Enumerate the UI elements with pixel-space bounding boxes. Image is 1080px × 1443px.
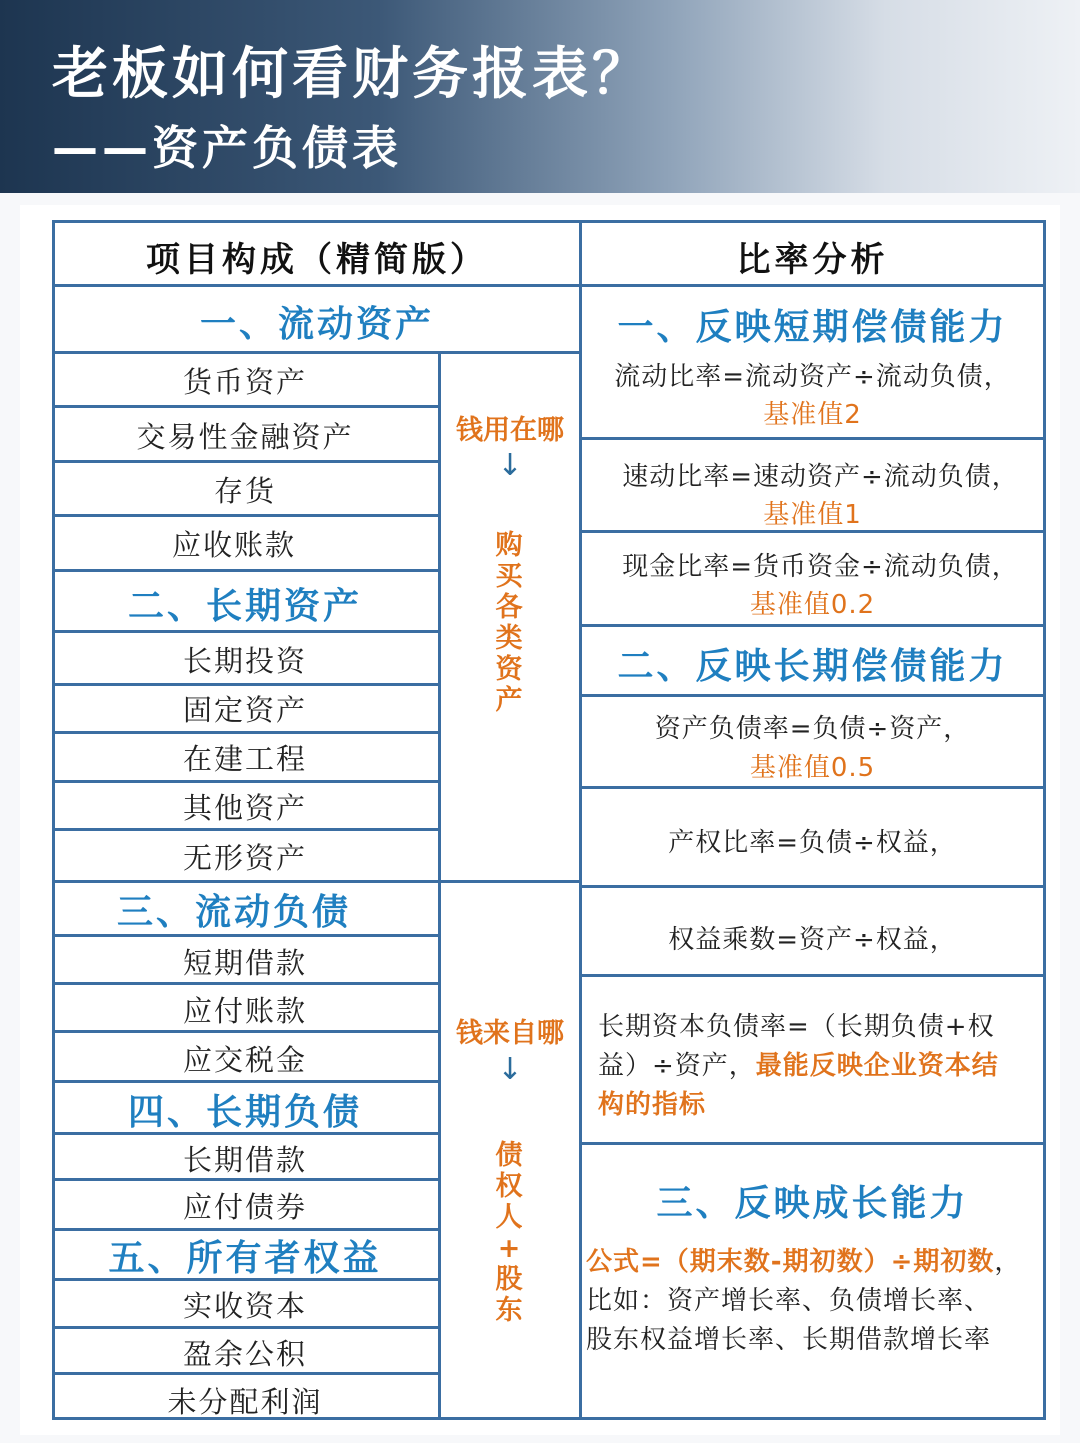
section-short-term-solvency: 一、反映短期偿债能力 <box>617 307 1008 348</box>
equity-multiplier-formula: 权益乘数=资产÷权益， <box>668 925 957 955</box>
where-money-comes-label: 钱来自哪 <box>456 1018 564 1049</box>
section-long-term-solvency: 二、反映长期偿债能力 <box>617 646 1008 687</box>
title-banner <box>0 0 1080 193</box>
page-title: 老板如何看财务报表？ <box>52 42 652 107</box>
creditors-shareholders-label: 债 权 人 + 股 东 <box>495 1140 523 1326</box>
left-column-header: 项目构成（精简版） <box>146 240 488 280</box>
cash-ratio-formula: 现金比率=货币资金÷流动负债， <box>622 552 1019 582</box>
quick-ratio-benchmark: 基准值1 <box>763 500 862 530</box>
right-column-header: 比率分析 <box>736 240 889 280</box>
item-bonds-payable: 应付债券 <box>182 1190 307 1224</box>
growth-example-1: 比如：资产增长率、负债增长率、 <box>586 1286 992 1316</box>
item-intangible-assets: 无形资产 <box>182 841 307 875</box>
long-term-capital-debt-ratio <box>598 1008 1038 1125</box>
debt-to-asset-ratio-formula: 资产负债率=负债÷资产， <box>654 714 971 744</box>
item-accounts-payable: 应付账款 <box>182 994 307 1028</box>
item-surplus-reserve: 盈余公积 <box>182 1337 307 1371</box>
item-short-term-loans: 短期借款 <box>182 946 307 980</box>
growth-formula-block <box>586 1243 1044 1360</box>
item-taxes-payable: 应交税金 <box>182 1043 307 1077</box>
down-arrow-icon: ↓ <box>497 1052 523 1087</box>
item-long-term-investment: 长期投资 <box>182 644 307 678</box>
equity-ratio-formula: 产权比率=负债÷权益， <box>668 828 957 858</box>
item-paid-in-capital: 实收资本 <box>182 1289 307 1323</box>
section-long-term-liabilities: 四、长期负债 <box>127 1092 362 1133</box>
cash-ratio-benchmark: 基准值0.2 <box>749 590 876 620</box>
quick-ratio-formula: 速动比率=速动资产÷流动负债， <box>622 462 1019 492</box>
section-current-liabilities: 三、流动负债 <box>116 892 351 933</box>
section-owners-equity: 五、所有者权益 <box>108 1238 382 1279</box>
debt-to-asset-ratio-benchmark: 基准值0.5 <box>749 753 876 783</box>
growth-formula-text: 公式=（期末数-期初数）÷期初数 <box>586 1247 995 1277</box>
growth-formula-comma: ， <box>994 1247 1022 1277</box>
buy-assets-label: 购 买 各 类 资 产 <box>495 530 523 716</box>
section-growth-ability: 三、反映成长能力 <box>656 1183 969 1224</box>
item-other-assets: 其他资产 <box>182 791 307 825</box>
ltc-line-3: 构的指标 <box>598 1090 707 1120</box>
ltc-line-1: 长期资本负债率=（长期负债+权 <box>598 1012 995 1042</box>
page-subtitle: ——资产负债表 <box>52 121 402 175</box>
section-long-term-assets: 二、长期资产 <box>127 586 362 627</box>
item-fixed-assets: 固定资产 <box>182 693 307 727</box>
growth-formula <box>586 1243 1044 1282</box>
item-undistributed-profit: 未分配利润 <box>167 1385 323 1419</box>
item-inventory: 存货 <box>213 474 276 508</box>
section-current-assets: 一、流动资产 <box>199 304 434 345</box>
item-accounts-receivable: 应收账款 <box>171 528 296 562</box>
where-money-used-label: 钱用在哪 <box>456 415 564 446</box>
current-ratio-benchmark: 基准值2 <box>763 400 862 430</box>
item-monetary-assets: 货币资产 <box>182 365 307 399</box>
balance-sheet-table <box>52 220 1046 1420</box>
item-long-term-loans: 长期借款 <box>182 1143 307 1177</box>
ltc-line-2 <box>598 1047 1038 1086</box>
current-ratio-formula: 流动比率=流动资产÷流动负债， <box>614 362 1011 392</box>
ltc-highlight-1: 最能反映企业资本结 <box>755 1051 999 1081</box>
ltc-line-2-text: 益）÷资产， <box>598 1051 756 1081</box>
item-construction-in-progress: 在建工程 <box>182 742 307 776</box>
growth-example-2: 股东权益增长率、长期借款增长率 <box>586 1325 992 1355</box>
item-trading-financial-assets: 交易性金融资产 <box>136 420 354 454</box>
down-arrow-icon: ↓ <box>497 448 523 483</box>
